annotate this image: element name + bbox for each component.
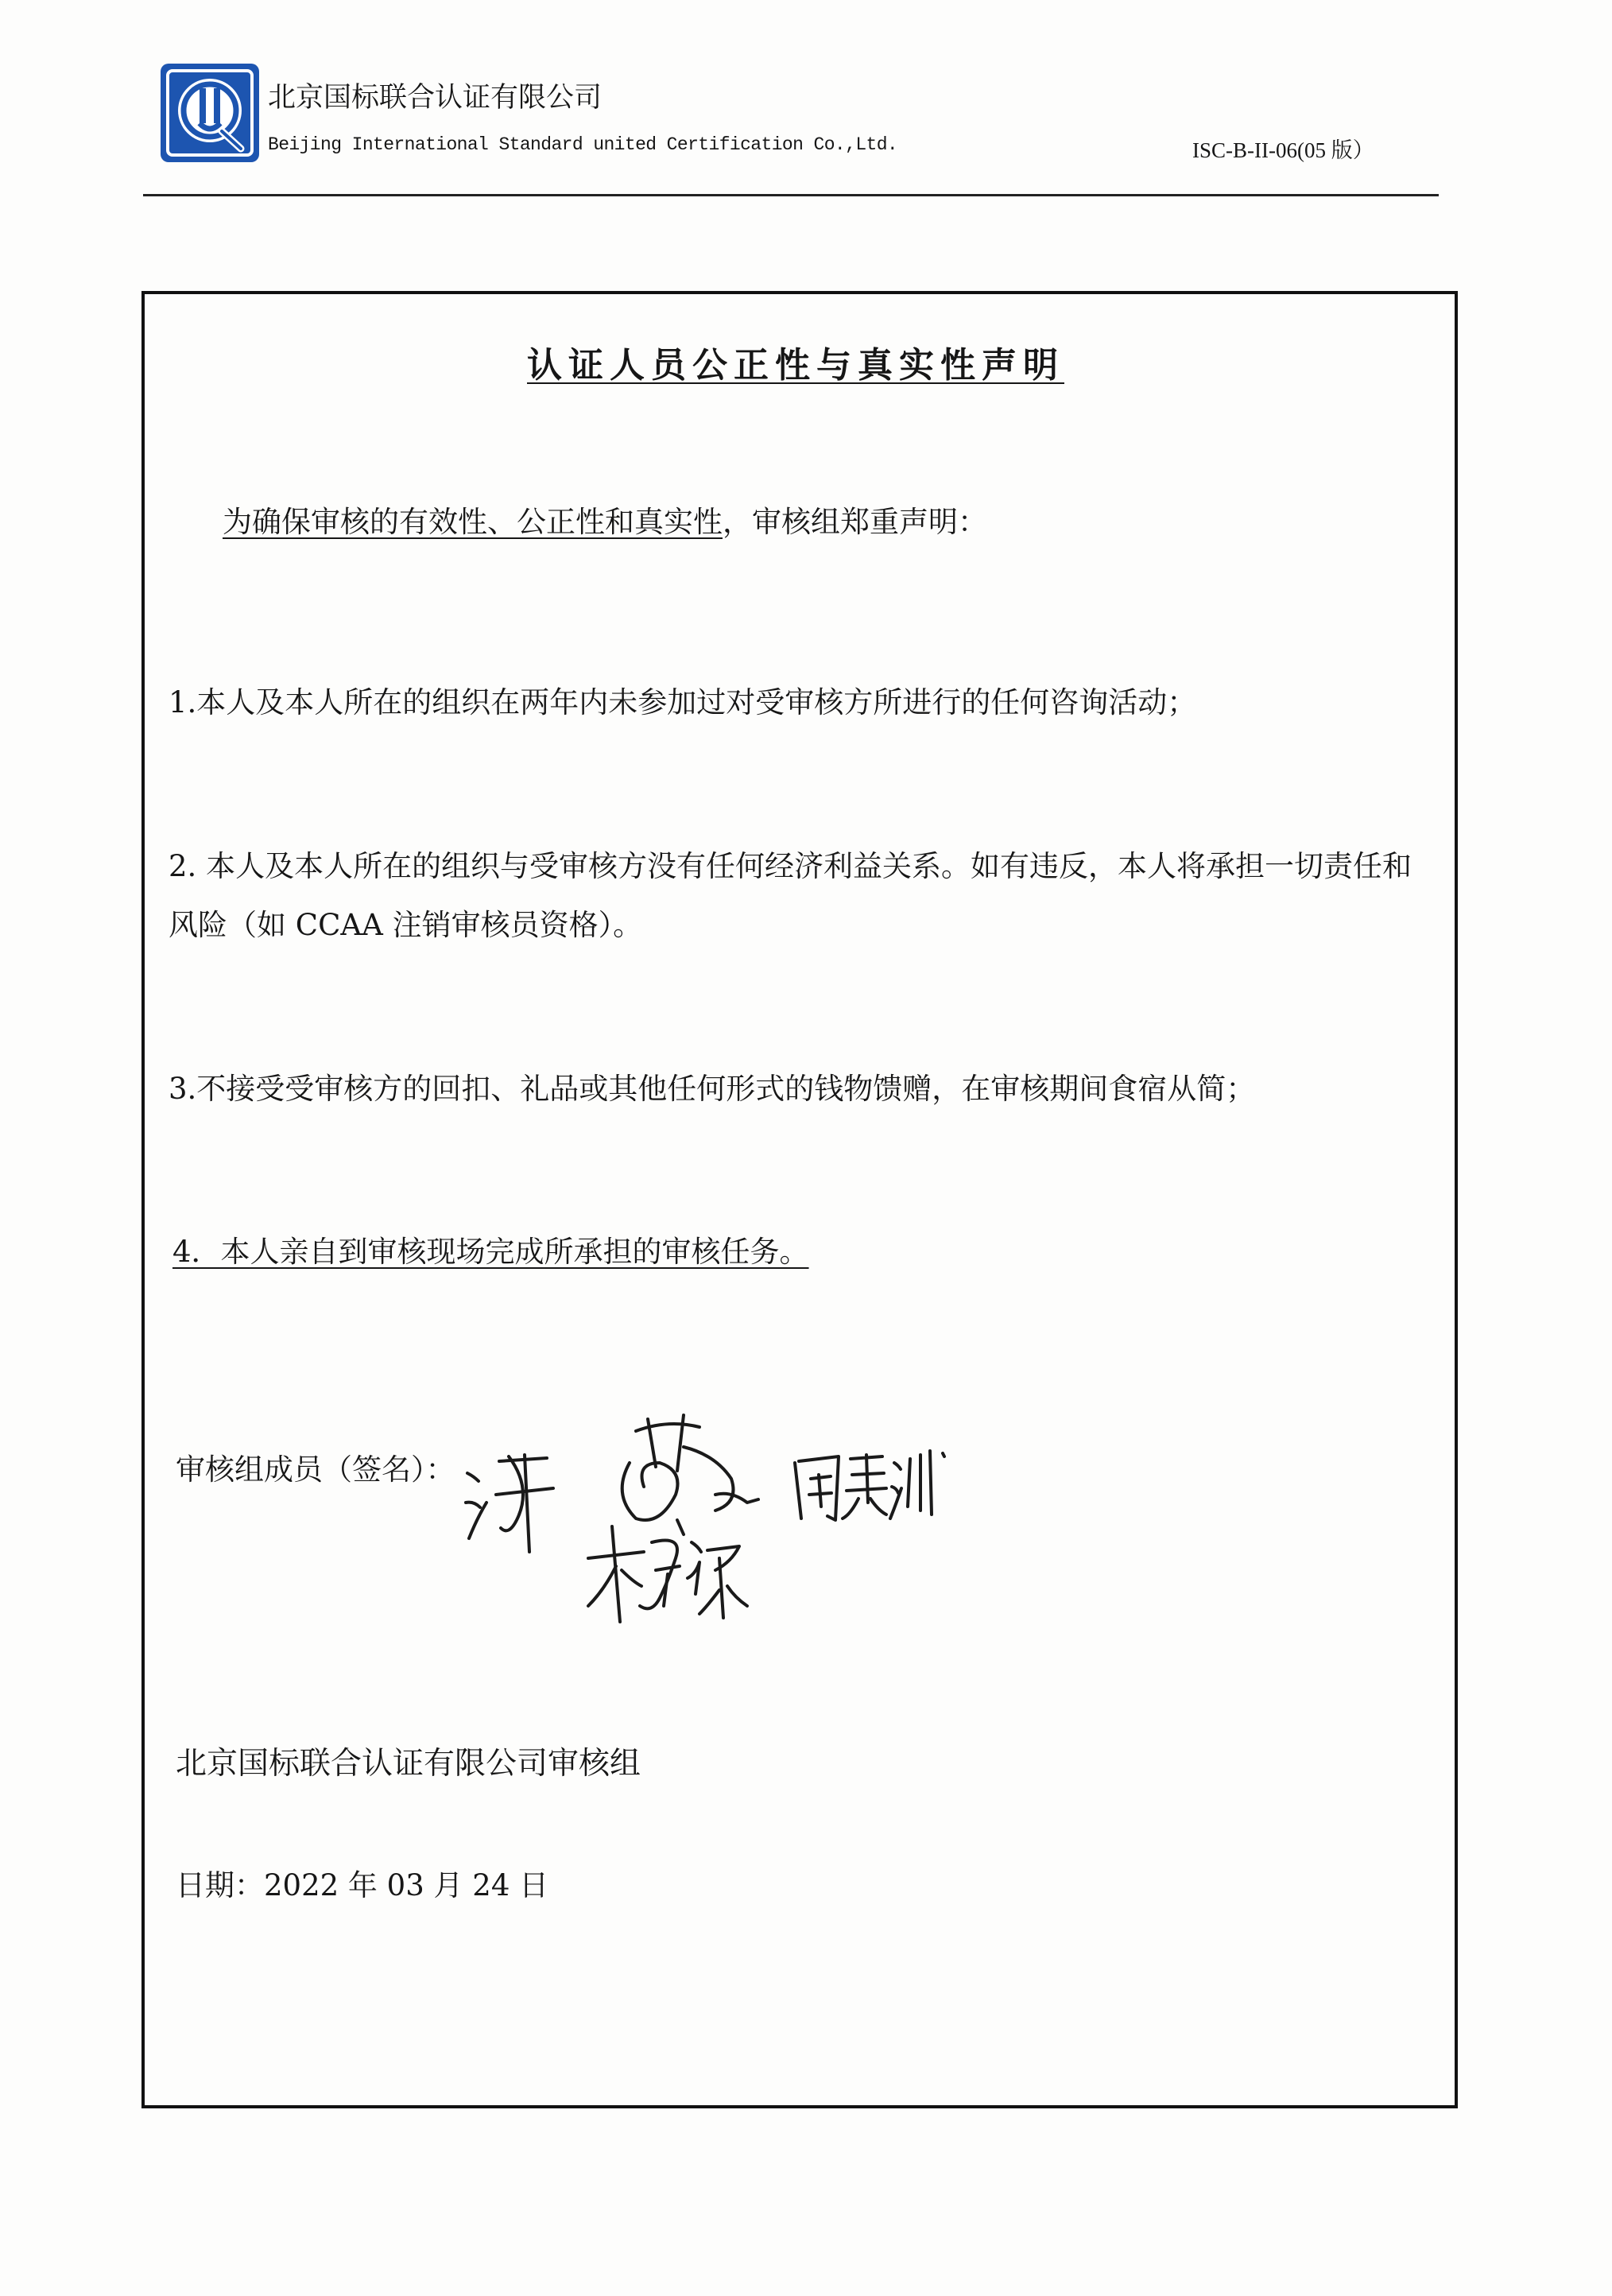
declaration-frame [141,291,1458,2108]
signature-1 [466,1455,553,1552]
declaration-item-3: 3.不接受受审核方的回扣、礼品或其他任何形式的钱物馈赠，在审核期间食宿从简； [169,1072,1256,1106]
company-name-en: Beijing International Standard united Certification Co.,Ltd. [268,134,898,155]
company-logo-icon [158,61,262,165]
signature-2 [622,1415,758,1534]
form-code: ISC-B-II-06(05 版） [1192,138,1374,162]
declaration-date: 日期：2022 年 03 月 24 日 [176,1868,549,1902]
declaration-item-2-line-2: 风险（如 CCAA 注销审核员资格）。 [169,908,643,942]
declaration-item-1: 1.本人及本人所在的组织在两年内未参加过对受审核方所进行的任何咨询活动； [169,685,1197,719]
header-divider [143,194,1439,196]
signature-label: 审核组成员（签名）： [176,1452,455,1487]
declaration-item-2-line-1: 2. 本人及本人所在的组织与受审核方没有任何经济利益关系。如有违反，本人将承担一切责任和 [169,849,1412,883]
declaration-intro [223,505,987,540]
handwritten-signatures [445,1399,970,1638]
audit-group-name: 北京国标联合认证有限公司审核组 [176,1746,641,1782]
declaration-item-4: 4．本人亲自到审核现场完成所承担的审核任务。 [172,1235,809,1269]
signature-3 [795,1451,944,1520]
company-name-cn: 北京国标联合认证有限公司 [268,82,603,114]
intro-underlined-text: 为确保审核的有效性、公正性和真实性 [223,505,723,539]
declaration-title: 认证人员公正性与真实性声明 [527,345,1064,386]
signature-4 [588,1526,747,1622]
intro-rest-text: ，审核组郑重声明： [723,505,987,539]
